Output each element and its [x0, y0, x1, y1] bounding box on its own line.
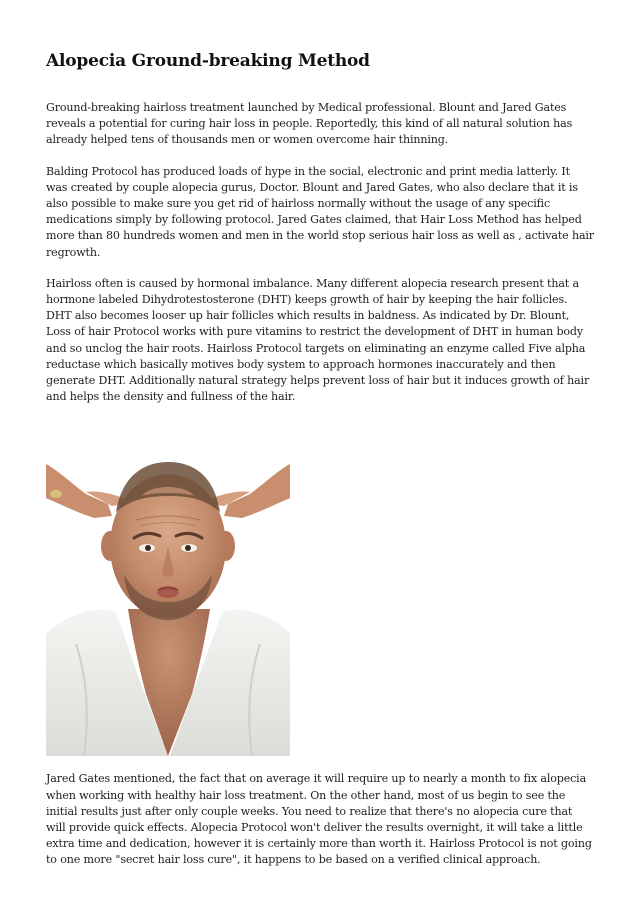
paragraph-intro: Ground-breaking hairloss treatment launched by Medical professional. Blount and Jared Gates reveals a potential for curing hair loss in people. Reportedly, this kind of all natural solution has already helped tens of thousands men or women overcome hair thinning.	[46, 101, 573, 147]
document-page	[46, 48, 594, 869]
document-title: Alopecia Ground-breaking Method	[46, 51, 370, 71]
paragraph-balding-protocol: Balding Protocol has produced loads of hype in the social, electronic and print media latterly. It was created by couple alopecia gurus, Doctor. Blount and Jared Gates, who also declare that it is also possible to make sure you get rid of hairloss normally without the usage of any specific medications simply by following protocol. Jared Gates claimed, that Hair Loss Method has helped more than 80 hundreds women and men in the world stop serious hair loss as well as , activate hair regrowth.	[46, 164, 594, 259]
paragraph-treatment-results: Jared Gates mentioned, the fact that on average it will require up to nearly a month to fix alopecia when working with healthy hair loss treatment. On the other hand, most of us begin to see the initial results just after only couple weeks. You need to realize that there's no alopecia cure that will provide quick effects. Alopecia Protocol won't deliver the results overnight, it will take a little extra time and dedication, however it is certainly more than worth it. Hairloss Protocol is not going to one more "secret hair loss cure", it happens to be based on a verified clinical approach.	[46, 772, 592, 867]
balding-man-photo	[46, 434, 290, 756]
paragraph-hormonal-imbalance: Hairloss often is caused by hormonal imbalance. Many different alopecia research present that a hormone labeled Dihydrotestosterone (DHT) keeps growth of hair by keeping the hair follicles. DHT also becomes looser up hair follicles which results in baldness. As indicated by Dr. Blount, Loss of hair Protocol works with pure vitamins to restrict the development of DHT in human body and so unclog the hair roots. Hairloss Protocol targets on eliminating an enzyme called Five alpha reductase which basically motives body system to approach hormones inaccurately and then generate DHT. Additionally natural strategy helps prevent loss of hair but it induces growth of hair and helps the density and fullness of the hair.	[46, 276, 590, 404]
